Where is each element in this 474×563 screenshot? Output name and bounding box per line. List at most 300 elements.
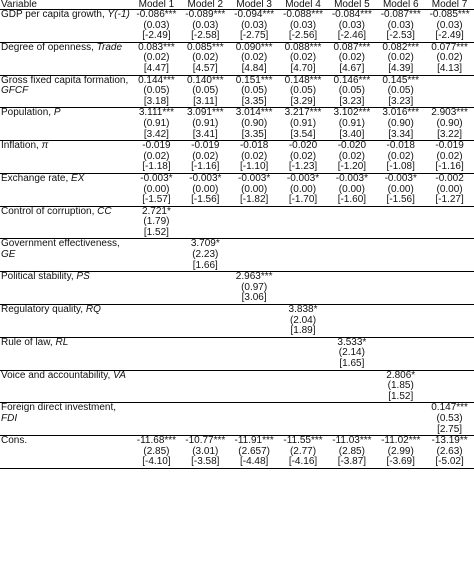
t-stat: [-1.16]	[435, 161, 464, 173]
cell-model-5	[327, 42, 376, 75]
cell-model-2	[181, 239, 230, 272]
cell-model-7	[425, 272, 474, 305]
header-model-1: Model 1	[132, 0, 181, 10]
coefficient	[376, 239, 425, 250]
coefficient: 0.083***	[138, 41, 175, 53]
t-stat: [-1.10]	[239, 161, 269, 173]
t-stat	[181, 359, 230, 370]
coefficient: -0.003*	[335, 172, 368, 184]
cell-model-2	[181, 42, 230, 75]
t-stat	[376, 293, 425, 304]
row-label-text: Regulatory quality,	[1, 304, 84, 316]
std-error: (0.00)	[387, 183, 414, 195]
std-error: (0.00)	[143, 183, 170, 195]
cell-model-3	[230, 141, 279, 174]
t-stat: [-3.87]	[337, 456, 367, 468]
cell-model-3	[230, 206, 279, 239]
coefficient: -0.019	[142, 140, 171, 152]
std-error	[425, 316, 474, 327]
t-stat	[376, 228, 425, 239]
coefficient	[376, 207, 425, 218]
cell-model-2	[181, 173, 230, 206]
cell-model-4	[279, 10, 328, 43]
coefficient	[230, 403, 279, 414]
std-error	[181, 283, 230, 294]
coefficient	[181, 272, 230, 283]
std-error: (0.02)	[192, 52, 219, 64]
t-stat	[181, 392, 230, 403]
std-error: (0.90)	[387, 117, 414, 129]
std-error	[181, 414, 230, 425]
cell-model-4	[279, 141, 328, 174]
coefficient: -0.003*	[238, 172, 271, 184]
t-stat: [1.89]	[290, 325, 316, 337]
cell-model-7	[425, 370, 474, 403]
t-stat	[425, 293, 474, 304]
t-stat	[230, 326, 279, 337]
coefficient	[181, 403, 230, 414]
t-stat: [-2.56]	[288, 30, 318, 42]
coefficient: 0.145***	[382, 74, 420, 86]
std-error	[425, 283, 474, 294]
cell-model-3	[230, 305, 279, 338]
t-stat	[376, 261, 425, 272]
cell-model-2	[181, 436, 230, 469]
table-row	[0, 42, 474, 75]
t-stat: [4.70]	[290, 62, 316, 74]
std-error: (0.02)	[143, 52, 170, 64]
std-error: (0.05)	[289, 85, 317, 97]
coefficient	[279, 272, 328, 283]
t-stat	[181, 326, 230, 337]
std-error: (1.85)	[387, 380, 414, 392]
t-stat	[132, 425, 181, 436]
coefficient	[279, 207, 328, 218]
t-stat: [3.06]	[241, 292, 267, 304]
cell-model-6	[376, 141, 425, 174]
t-stat: [3.11]	[193, 95, 218, 107]
std-error	[425, 86, 474, 97]
std-error	[327, 414, 376, 425]
std-error	[230, 381, 279, 392]
cell-model-6	[376, 370, 425, 403]
t-stat: [-2.49]	[142, 30, 171, 42]
cell-model-3	[230, 337, 279, 370]
std-error	[376, 283, 425, 294]
std-error: (3.01)	[192, 445, 219, 457]
coefficient: -0.087***	[380, 9, 421, 20]
std-error: (0.02)	[338, 150, 365, 162]
cell-model-2	[181, 75, 230, 108]
t-stat: [-1.60]	[337, 194, 367, 206]
row-label-text: Exchange rate,	[1, 172, 69, 184]
std-error	[230, 348, 279, 359]
std-error	[327, 316, 376, 327]
cell-model-2	[181, 141, 230, 174]
std-error: (0.03)	[241, 19, 268, 31]
cell-model-1	[132, 436, 181, 469]
cell-model-4	[279, 337, 328, 370]
cell-model-2	[181, 108, 230, 141]
std-error: (0.02)	[387, 150, 414, 162]
std-error	[230, 316, 279, 327]
header-model-4: Model 4	[279, 0, 328, 10]
coefficient	[230, 371, 279, 382]
coefficient	[181, 338, 230, 349]
row-label-text: Government effectiveness,	[1, 238, 120, 250]
t-stat	[425, 392, 474, 403]
std-error	[327, 381, 376, 392]
cell-model-5	[327, 141, 376, 174]
std-error: (0.03)	[143, 19, 170, 31]
t-stat	[279, 359, 328, 370]
coefficient: 3.091***	[186, 107, 224, 119]
coefficient	[425, 338, 474, 349]
coefficient	[376, 272, 425, 283]
t-stat: [3.35]	[241, 128, 267, 140]
std-error	[132, 283, 181, 294]
coefficient	[425, 207, 474, 218]
cell-model-5	[327, 403, 376, 436]
cell-model-6	[376, 337, 425, 370]
cell-model-5	[327, 10, 376, 43]
cell-model-1	[132, 173, 181, 206]
std-error: (0.02)	[289, 150, 317, 162]
t-stat	[230, 359, 279, 370]
cell-model-7	[425, 337, 474, 370]
t-stat: [4.67]	[339, 62, 365, 74]
t-stat: [-1.56]	[191, 194, 220, 206]
cell-model-4	[279, 108, 328, 141]
row-label-symbol: EX	[71, 172, 85, 184]
cell-model-4	[279, 436, 328, 469]
cell-model-5	[327, 337, 376, 370]
std-error: (0.90)	[436, 117, 463, 129]
std-error	[132, 414, 181, 425]
std-error: (0.02)	[241, 52, 268, 64]
cell-model-6	[376, 173, 425, 206]
t-stat: [1.52]	[388, 390, 414, 402]
cell-model-5	[327, 108, 376, 141]
row-label-symbol: PS	[76, 271, 90, 283]
row-label-symbol: Trade	[96, 41, 123, 53]
coefficient	[230, 305, 279, 316]
t-stat	[327, 326, 376, 337]
cell-model-1	[132, 239, 181, 272]
coefficient: -0.088***	[282, 9, 324, 20]
row-label	[0, 370, 132, 403]
t-stat: [3.42]	[143, 128, 169, 140]
t-stat	[279, 261, 328, 272]
row-label-text: Degree of openness,	[1, 41, 94, 53]
coefficient: -0.003*	[140, 172, 173, 184]
cell-model-4	[279, 272, 328, 305]
coefficient	[230, 338, 279, 349]
table-row	[0, 173, 474, 206]
std-error	[132, 381, 181, 392]
cell-model-1	[132, 108, 181, 141]
header-model-7: Model 7	[425, 0, 474, 10]
coefficient: -0.020	[337, 140, 367, 152]
coefficient: 3.217***	[284, 107, 322, 119]
std-error: (2.99)	[387, 445, 414, 457]
coefficient	[327, 371, 376, 382]
row-label	[0, 305, 132, 338]
std-error	[425, 250, 474, 261]
coefficient: 0.090***	[235, 41, 273, 53]
cell-model-7	[425, 239, 474, 272]
coefficient	[181, 305, 230, 316]
cell-model-4	[279, 305, 328, 338]
t-stat	[425, 228, 474, 239]
cell-model-6	[376, 10, 425, 43]
row-label-symbol: FDI	[1, 412, 18, 424]
std-error: (0.05)	[241, 85, 268, 97]
cell-model-5	[327, 239, 376, 272]
std-error	[425, 217, 474, 228]
coefficient: -0.089***	[185, 9, 226, 20]
std-error: (0.00)	[192, 183, 219, 195]
std-error: (0.02)	[436, 52, 463, 64]
coefficient: 2.963***	[235, 271, 273, 283]
row-label-text: GDP per capita growth,	[1, 9, 105, 20]
row-label-symbol: VA	[113, 369, 126, 381]
std-error	[181, 381, 230, 392]
coefficient: -10.77***	[185, 435, 226, 447]
std-error: (2.77)	[289, 445, 317, 457]
t-stat	[132, 359, 181, 370]
std-error: (0.02)	[143, 150, 170, 162]
cell-model-6	[376, 75, 425, 108]
cell-model-1	[132, 206, 181, 239]
header-model-6: Model 6	[376, 0, 425, 10]
cell-model-5	[327, 173, 376, 206]
coefficient: 2.903***	[431, 107, 468, 119]
std-error: (0.05)	[143, 85, 170, 97]
t-stat: [3.23]	[339, 95, 365, 107]
t-stat: [3.35]	[241, 95, 267, 107]
std-error	[376, 414, 425, 425]
coefficient: 0.082***	[382, 41, 420, 53]
row-label-symbol: CC	[97, 205, 112, 217]
std-error: (2.85)	[338, 445, 365, 457]
std-error	[279, 250, 328, 261]
row-label-symbol: π	[41, 140, 49, 152]
t-stat: [3.54]	[290, 128, 316, 140]
coefficient	[230, 207, 279, 218]
coefficient: 0.077***	[431, 41, 468, 53]
coefficient: -11.03***	[332, 435, 372, 447]
cell-model-1	[132, 403, 181, 436]
t-stat: [-2.75]	[239, 30, 269, 42]
std-error: (0.02)	[289, 52, 317, 64]
t-stat: [-1.18]	[142, 161, 171, 173]
coefficient: -0.084***	[331, 9, 372, 20]
cell-model-3	[230, 239, 279, 272]
std-error: (0.91)	[143, 117, 170, 129]
row-label-text: Political stability,	[1, 271, 74, 283]
t-stat: [-1.27]	[435, 194, 464, 206]
t-stat	[279, 392, 328, 403]
cell-model-1	[132, 141, 181, 174]
coefficient	[327, 305, 376, 316]
t-stat: [-1.82]	[239, 194, 269, 206]
coefficient	[132, 305, 181, 316]
std-error: (2.23)	[192, 249, 219, 261]
coefficient	[327, 403, 376, 414]
t-stat	[279, 293, 328, 304]
std-error: (0.03)	[387, 19, 414, 31]
coefficient: 0.146***	[333, 74, 371, 86]
header-model-3: Model 3	[230, 0, 279, 10]
row-label	[0, 173, 132, 206]
coefficient: 3.102***	[333, 107, 371, 119]
coefficient: 0.144***	[138, 74, 175, 86]
std-error: (0.02)	[241, 150, 268, 162]
std-error	[279, 348, 328, 359]
coefficient: -13.19**	[431, 435, 468, 447]
coefficient: 2.806*	[386, 369, 416, 381]
cell-model-7	[425, 403, 474, 436]
std-error: (0.00)	[289, 183, 317, 195]
cell-model-7	[425, 108, 474, 141]
t-stat: [-1.56]	[386, 194, 415, 206]
coefficient: 0.148***	[284, 74, 322, 86]
cell-model-3	[230, 75, 279, 108]
std-error	[425, 381, 474, 392]
std-error	[376, 348, 425, 359]
t-stat: [-3.58]	[191, 456, 220, 468]
cell-model-1	[132, 370, 181, 403]
coefficient: -0.086***	[136, 9, 177, 20]
t-stat: [-3.69]	[386, 456, 415, 468]
row-label	[0, 337, 132, 370]
t-stat: [3.41]	[192, 128, 218, 140]
cell-model-3	[230, 403, 279, 436]
std-error	[230, 250, 279, 261]
std-error	[376, 250, 425, 261]
table-row	[0, 206, 474, 239]
cell-model-7	[425, 75, 474, 108]
std-error	[279, 381, 328, 392]
cell-model-3	[230, 272, 279, 305]
t-stat: [3.29]	[290, 95, 316, 107]
t-stat: [1.66]	[192, 259, 218, 271]
std-error	[327, 217, 376, 228]
coefficient: 3.016***	[382, 107, 420, 119]
coefficient: 3.014***	[235, 107, 273, 119]
cell-model-6	[376, 239, 425, 272]
coefficient: -0.085***	[429, 9, 470, 20]
coefficient: -11.68***	[136, 435, 177, 447]
row-label-text: Foreign direct investment,	[1, 402, 117, 414]
cell-model-3	[230, 370, 279, 403]
cell-model-2	[181, 305, 230, 338]
row-label-symbol: GFCF	[1, 85, 29, 97]
t-stat	[425, 97, 474, 108]
std-error: (0.02)	[436, 150, 463, 162]
std-error	[279, 217, 328, 228]
coefficient: 0.147***	[431, 402, 468, 414]
t-stat: [-1.57]	[142, 194, 171, 206]
row-label	[0, 239, 132, 272]
t-stat	[327, 261, 376, 272]
coefficient: -0.094***	[234, 9, 275, 20]
coefficient	[279, 239, 328, 250]
t-stat	[230, 392, 279, 403]
cell-model-4	[279, 403, 328, 436]
coefficient	[279, 403, 328, 414]
t-stat: [4.39]	[388, 62, 414, 74]
coefficient	[230, 239, 279, 250]
cell-model-5	[327, 436, 376, 469]
cell-model-7	[425, 305, 474, 338]
cell-model-7	[425, 10, 474, 43]
cell-model-5	[327, 305, 376, 338]
coefficient: 3.111***	[138, 107, 175, 119]
t-stat: [3.34]	[388, 128, 414, 140]
std-error: (0.00)	[241, 183, 268, 195]
t-stat: [-4.10]	[142, 456, 171, 468]
coefficient: 0.085***	[186, 41, 224, 53]
table-row	[0, 370, 474, 403]
header-variable: Variable	[0, 0, 132, 10]
table-row	[0, 239, 474, 272]
coefficient	[181, 207, 230, 218]
coefficient: -0.018	[239, 140, 269, 152]
t-stat	[132, 326, 181, 337]
row-label	[0, 436, 132, 469]
cell-model-2	[181, 370, 230, 403]
cell-model-4	[279, 173, 328, 206]
std-error	[230, 414, 279, 425]
cell-model-5	[327, 370, 376, 403]
cell-model-6	[376, 436, 425, 469]
std-error: (0.53)	[436, 412, 463, 424]
std-error	[376, 316, 425, 327]
t-stat	[376, 326, 425, 337]
coefficient	[327, 239, 376, 250]
coefficient	[425, 371, 474, 382]
t-stat: [-5.02]	[435, 456, 464, 468]
std-error: (0.02)	[338, 52, 365, 64]
coefficient	[132, 403, 181, 414]
coefficient	[132, 371, 181, 382]
std-error: (0.02)	[387, 52, 414, 64]
coefficient: -11.55***	[283, 435, 323, 447]
table-body	[0, 10, 474, 469]
std-error: (2.657)	[238, 445, 270, 457]
t-stat: [-4.48]	[239, 456, 269, 468]
cell-model-7	[425, 173, 474, 206]
cell-model-4	[279, 370, 328, 403]
t-stat: [-2.49]	[435, 30, 464, 42]
cell-model-6	[376, 206, 425, 239]
cell-model-3	[230, 173, 279, 206]
cell-model-6	[376, 272, 425, 305]
cell-model-2	[181, 10, 230, 43]
coefficient	[376, 403, 425, 414]
t-stat	[376, 359, 425, 370]
t-stat: [-1.23]	[288, 161, 318, 173]
t-stat: [-2.53]	[386, 30, 415, 42]
table-row	[0, 141, 474, 174]
cell-model-2	[181, 272, 230, 305]
cell-model-1	[132, 75, 181, 108]
t-stat	[425, 326, 474, 337]
std-error	[132, 250, 181, 261]
coefficient	[425, 272, 474, 283]
